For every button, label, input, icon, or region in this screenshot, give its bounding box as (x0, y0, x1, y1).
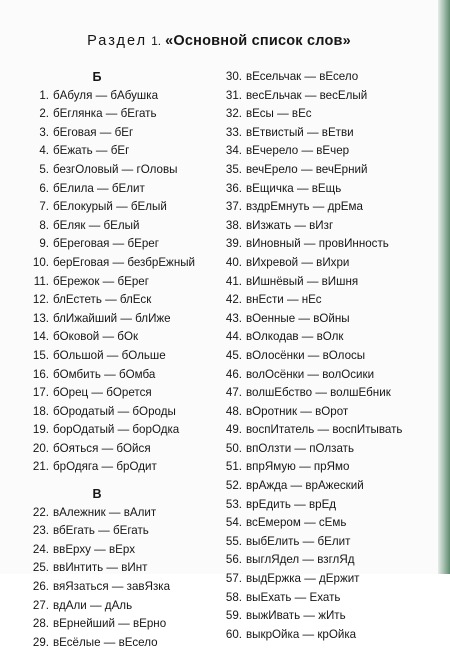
entry-words: вОлкодав — вОлк (246, 330, 344, 344)
word-entry (22, 161, 218, 180)
letter-heading-b: Б (92, 70, 102, 84)
entry-number: 12. (32, 293, 49, 307)
entry-number: 35. (225, 162, 242, 176)
entry-number: 5. (39, 162, 49, 176)
entry-words: выдЕржка — дЕржит (246, 572, 360, 586)
entry-number: 8. (39, 218, 49, 232)
entry-number: 60. (225, 627, 242, 641)
word-entry (218, 198, 432, 217)
word-entry (22, 273, 218, 292)
entry-words: вОенные — вОйны (246, 311, 350, 325)
word-entry (218, 514, 432, 533)
entry-words: безгОловый — гОловы (53, 162, 178, 176)
entry-words: всЕмером — сЕмь (246, 516, 347, 530)
entry-number: 57. (225, 572, 242, 586)
entry-words: вОлосёнки — вОлосы (246, 348, 366, 362)
entry-number: 58. (225, 590, 242, 604)
word-entry (22, 615, 218, 634)
entry-words: бЕляк — бЕлый (53, 218, 140, 232)
entry-words: бЕлокурый — бЕлый (53, 200, 167, 214)
word-entry (218, 180, 432, 199)
entry-words: бОродатый — бОроды (53, 404, 176, 418)
word-entry (22, 87, 218, 106)
entry-words: бОрец — бОрется (53, 386, 152, 400)
entry-number: 23. (32, 524, 49, 538)
word-entry (218, 217, 432, 236)
entry-words: волОсёнки — волОсики (246, 367, 375, 381)
entry-number: 42. (225, 293, 242, 307)
word-entry (22, 421, 218, 440)
section-number: 1. (151, 34, 162, 48)
word-entry (218, 421, 432, 440)
entry-number: 37. (225, 200, 242, 214)
entry-words: брОдяга — брОдит (53, 460, 157, 474)
entry-words: внЕсти — нЕс (246, 293, 322, 307)
letter-heading-v: В (92, 487, 102, 502)
section-name: «Основной список слов» (165, 33, 351, 49)
word-entry (22, 180, 218, 199)
entry-number: 1. (39, 88, 49, 102)
entry-words: выжИвать — жИть (246, 609, 346, 623)
entry-words: бАбуля — бАбушка (53, 88, 159, 102)
word-entry (22, 634, 218, 652)
entry-words: выбЕлить — бЕлит (246, 534, 351, 548)
word-entry (218, 440, 432, 459)
entry-number: 21. (32, 460, 49, 474)
word-entry (22, 597, 218, 616)
entry-number: 46. (225, 367, 242, 381)
entry-words: ввЕрху — вЕрх (53, 542, 136, 556)
right-word-column (218, 68, 432, 644)
entry-words: бОмбить — бОмба (53, 367, 156, 381)
entry-words: весЕльчак — весЕлый (246, 88, 368, 102)
word-entry (218, 105, 432, 124)
word-entry (22, 347, 218, 366)
word-entry (22, 522, 218, 541)
entry-number: 30. (225, 70, 242, 83)
entry-words: блИжайший — блИже (53, 311, 171, 325)
word-entry (22, 541, 218, 560)
word-entry (218, 477, 432, 496)
entry-words: вЕчерело — вЕчер (246, 144, 350, 158)
word-entry (22, 328, 218, 347)
entry-number: 34. (225, 144, 242, 158)
word-entry (218, 124, 432, 143)
entry-words: вЕсёлые — вЕсело (53, 635, 158, 649)
word-entry (22, 254, 218, 273)
entry-words: ввИнтить — вИнт (53, 561, 148, 575)
word-entry (22, 458, 218, 477)
entry-number: 47. (225, 386, 242, 400)
word-entry (218, 626, 432, 645)
entry-words: бЕлила — бЕлит (53, 181, 145, 195)
entry-number: 13. (32, 311, 49, 325)
entry-words: борОдатый — борОдка (53, 423, 180, 437)
word-entry (22, 310, 218, 329)
word-entry (218, 384, 432, 403)
entry-number: 22. (32, 505, 49, 519)
section-label: Раздел (87, 33, 148, 49)
entry-number: 51. (225, 460, 242, 474)
entry-number: 14. (32, 330, 49, 344)
entry-number: 59. (225, 609, 242, 623)
entry-words: бЕреговая — бЕрег (53, 237, 159, 251)
entry-number: 28. (32, 617, 49, 631)
entry-words: врЕдить — врЕд (246, 497, 337, 511)
entry-words: блЕстеть — блЕск (53, 293, 152, 307)
entry-words: бЕговая — бЕг (53, 125, 134, 139)
word-entry (218, 291, 432, 310)
entry-words: впОлзти — пОлзать (246, 441, 355, 455)
entry-words: вЕсельчак — вЕсело (246, 70, 359, 83)
entry-number: 29. (32, 635, 49, 649)
entry-words: выЕхать — Ехать (246, 590, 341, 604)
entry-number: 9. (39, 237, 49, 251)
entry-number: 24. (32, 542, 49, 556)
word-entry (218, 458, 432, 477)
entry-number: 48. (225, 404, 242, 418)
entry-number: 17. (32, 386, 49, 400)
word-entry (218, 161, 432, 180)
entry-words: вАлежник — вАлит (53, 505, 157, 519)
entry-number: 10. (32, 255, 49, 269)
word-entry (22, 403, 218, 422)
word-entry (22, 384, 218, 403)
word-entry (22, 235, 218, 254)
word-entry (218, 607, 432, 626)
entry-words: бЕрежок — бЕрег (53, 274, 149, 288)
entry-number: 18. (32, 404, 49, 418)
word-entry (218, 142, 432, 161)
entry-number: 43. (225, 311, 242, 325)
entry-number: 50. (225, 441, 242, 455)
entry-words: вЕтвистый — вЕтви (246, 125, 354, 139)
word-entry (218, 310, 432, 329)
entry-number: 45. (225, 348, 242, 362)
word-entry (218, 570, 432, 589)
word-entry (22, 124, 218, 143)
entry-number: 40. (225, 255, 242, 269)
entry-words: вИзжать — вИзг (246, 218, 334, 232)
entry-number: 41. (225, 274, 242, 288)
entry-number: 27. (32, 598, 49, 612)
entry-words: вИновный — провИнность (246, 237, 389, 251)
entry-words: вечЕрело — вечЕрний (246, 162, 368, 176)
word-entry (22, 440, 218, 459)
entry-number: 38. (225, 218, 242, 232)
entry-number: 55. (225, 534, 242, 548)
entry-words: бОковой — бОк (53, 330, 139, 344)
entry-words: вбЕгать — бЕгать (53, 524, 149, 538)
entry-number: 11. (33, 274, 49, 288)
entry-number: 36. (225, 181, 242, 195)
entry-words: бОяться — бОйся (53, 441, 151, 455)
entry-words: выглЯдел — взглЯд (246, 553, 355, 567)
entry-number: 56. (225, 553, 242, 567)
entry-words: вЕсы — вЕс (246, 107, 312, 121)
entry-number: 31. (225, 88, 242, 102)
entry-number: 7. (39, 200, 49, 214)
entry-number: 54. (225, 516, 242, 530)
entry-words: волшЕбство — волшЕбник (246, 386, 391, 400)
word-list-b (22, 87, 218, 477)
entry-number: 4. (39, 144, 49, 158)
word-entry (22, 291, 218, 310)
entry-words: вИхревой — вИхри (246, 255, 350, 269)
entry-number: 3. (39, 125, 49, 139)
entry-number: 44. (225, 330, 242, 344)
word-entry (218, 533, 432, 552)
entry-number: 32. (225, 107, 242, 121)
entry-words: выкрОйка — крОйка (246, 627, 357, 641)
word-entry (22, 504, 218, 523)
entry-number: 39. (225, 237, 242, 251)
word-entry (218, 366, 432, 385)
entry-number: 26. (32, 580, 49, 594)
word-entry (22, 142, 218, 161)
word-list-v (22, 504, 218, 652)
entry-words: впрЯмую — прЯмо (246, 460, 350, 474)
word-entry (218, 496, 432, 515)
entry-words: вЕрнейший — вЕрно (53, 617, 167, 631)
entry-words: вяЯзаться — завЯзка (53, 580, 171, 594)
word-list-right (218, 68, 432, 644)
word-entry (22, 366, 218, 385)
entry-number: 52. (225, 479, 242, 493)
entry-number: 2. (39, 107, 49, 121)
word-entry (218, 589, 432, 608)
entry-words: вдАли — дАль (53, 598, 133, 612)
word-entry (22, 217, 218, 236)
entry-words: вЕщичка — вЕщь (246, 181, 342, 195)
entry-words: бЕжать — бЕг (53, 144, 130, 158)
word-entry (218, 347, 432, 366)
entry-number: 19. (32, 423, 49, 437)
word-entry (218, 403, 432, 422)
word-entry (218, 235, 432, 254)
entry-number: 49. (225, 423, 242, 437)
entry-words: воспИтатель — воспИтывать (246, 423, 403, 437)
section-title (0, 33, 438, 49)
entry-words: бЕглянка — бЕгать (53, 107, 157, 121)
entry-words: врАжда — врАжеский (246, 479, 364, 493)
word-entry (22, 559, 218, 578)
entry-words: вздрЕмнуть — дрЕма (246, 200, 363, 214)
entry-number: 53. (225, 497, 242, 511)
entry-words: вОротник — вОрот (246, 404, 349, 418)
word-entry (22, 198, 218, 217)
word-entry (218, 254, 432, 273)
word-entry (22, 578, 218, 597)
left-word-column (22, 68, 218, 652)
word-entry (218, 551, 432, 570)
entry-number: 33. (225, 125, 242, 139)
word-entry (218, 328, 432, 347)
word-entry (218, 87, 432, 106)
entry-words: вИшнёвый — вИшня (246, 274, 359, 288)
book-spine-edge (438, 0, 450, 574)
word-entry (22, 105, 218, 124)
word-entry (218, 68, 432, 87)
entry-number: 15. (32, 348, 49, 362)
entry-words: бОльшой — бОльше (53, 348, 166, 362)
word-entry (218, 273, 432, 292)
entry-number: 6. (39, 181, 49, 195)
entry-number: 16. (32, 367, 49, 381)
entry-words: берЕговая — безбрЕжный (53, 255, 196, 269)
entry-number: 25. (32, 561, 49, 575)
entry-number: 20. (32, 441, 49, 455)
